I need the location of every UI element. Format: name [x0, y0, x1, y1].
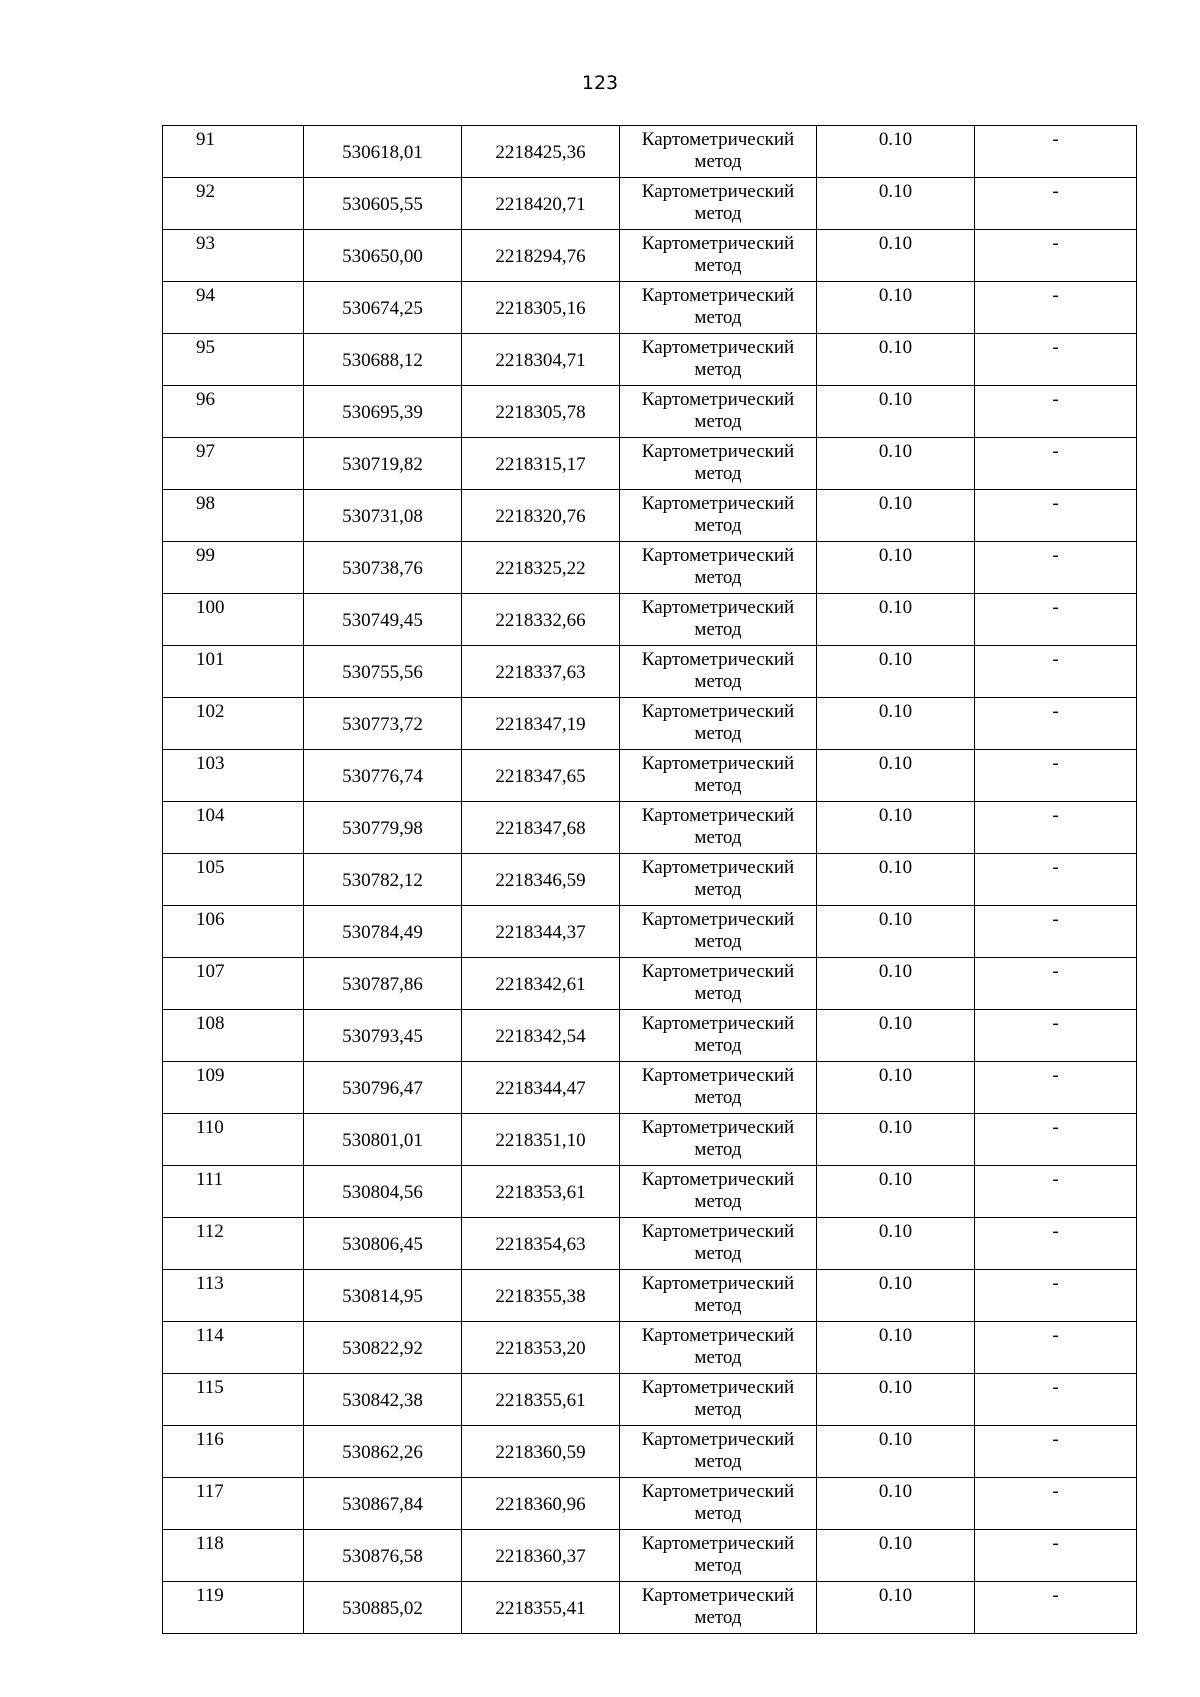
- x-coordinate-cell: 530784,49: [304, 906, 462, 958]
- method-line-2: метод: [694, 411, 742, 432]
- y-coordinate-cell: 2218425,36: [462, 126, 620, 178]
- method-cell: [620, 906, 817, 958]
- method-line-1: Картометрический: [641, 1429, 795, 1450]
- accuracy-cell: 0.10: [817, 698, 975, 750]
- table-row: [163, 802, 1137, 854]
- note-cell: -: [975, 854, 1137, 906]
- x-coordinate-cell: 530776,74: [304, 750, 462, 802]
- table-row: [163, 334, 1137, 386]
- x-coordinate-cell: 530650,00: [304, 230, 462, 282]
- accuracy-cell: 0.10: [817, 1166, 975, 1218]
- accuracy-cell: 0.10: [817, 1374, 975, 1426]
- coordinates-table-body: [163, 126, 1137, 1634]
- accuracy-cell: 0.10: [817, 1530, 975, 1582]
- y-coordinate-cell: 2218355,41: [462, 1582, 620, 1634]
- x-coordinate-cell: 530618,01: [304, 126, 462, 178]
- x-coordinate-cell: 530842,38: [304, 1374, 462, 1426]
- accuracy-cell: 0.10: [817, 542, 975, 594]
- y-coordinate-cell: 2218420,71: [462, 178, 620, 230]
- point-number-cell: 108: [163, 1010, 304, 1062]
- table-row: [163, 1218, 1137, 1270]
- table-row: [163, 542, 1137, 594]
- note-cell: -: [975, 594, 1137, 646]
- method-line-1: Картометрический: [641, 1117, 795, 1138]
- table-row: [163, 282, 1137, 334]
- point-number-cell: 103: [163, 750, 304, 802]
- point-number-cell: 112: [163, 1218, 304, 1270]
- method-line-1: Картометрический: [641, 753, 795, 774]
- method-line-1: Картометрический: [641, 389, 795, 410]
- point-number-cell: 92: [163, 178, 304, 230]
- note-cell: -: [975, 490, 1137, 542]
- accuracy-cell: 0.10: [817, 1062, 975, 1114]
- note-cell: -: [975, 1374, 1137, 1426]
- y-coordinate-cell: 2218347,19: [462, 698, 620, 750]
- point-number-cell: 93: [163, 230, 304, 282]
- note-cell: -: [975, 230, 1137, 282]
- x-coordinate-cell: 530814,95: [304, 1270, 462, 1322]
- method-line-1: Картометрический: [641, 961, 795, 982]
- point-number-cell: 117: [163, 1478, 304, 1530]
- point-number-cell: 91: [163, 126, 304, 178]
- accuracy-cell: 0.10: [817, 386, 975, 438]
- method-cell: [620, 1582, 817, 1634]
- method-line-1: Картометрический: [641, 1325, 795, 1346]
- method-line-2: метод: [694, 359, 742, 380]
- method-line-1: Картометрический: [641, 233, 795, 254]
- method-line-2: метод: [694, 827, 742, 848]
- table-row: [163, 1010, 1137, 1062]
- method-line-2: метод: [694, 1503, 742, 1524]
- accuracy-cell: 0.10: [817, 178, 975, 230]
- x-coordinate-cell: 530885,02: [304, 1582, 462, 1634]
- note-cell: -: [975, 178, 1137, 230]
- point-number-cell: 101: [163, 646, 304, 698]
- table-row: [163, 178, 1137, 230]
- y-coordinate-cell: 2218347,68: [462, 802, 620, 854]
- note-cell: -: [975, 1166, 1137, 1218]
- y-coordinate-cell: 2218360,59: [462, 1426, 620, 1478]
- method-line-2: метод: [694, 671, 742, 692]
- note-cell: -: [975, 1478, 1137, 1530]
- x-coordinate-cell: 530862,26: [304, 1426, 462, 1478]
- accuracy-cell: 0.10: [817, 854, 975, 906]
- note-cell: -: [975, 1322, 1137, 1374]
- x-coordinate-cell: 530806,45: [304, 1218, 462, 1270]
- method-line-2: метод: [694, 1451, 742, 1472]
- method-cell: [620, 1062, 817, 1114]
- y-coordinate-cell: 2218351,10: [462, 1114, 620, 1166]
- point-number-cell: 105: [163, 854, 304, 906]
- method-line-1: Картометрический: [641, 181, 795, 202]
- point-number-cell: 95: [163, 334, 304, 386]
- note-cell: -: [975, 1426, 1137, 1478]
- x-coordinate-cell: 530867,84: [304, 1478, 462, 1530]
- y-coordinate-cell: 2218315,17: [462, 438, 620, 490]
- y-coordinate-cell: 2218347,65: [462, 750, 620, 802]
- table-row: [163, 1114, 1137, 1166]
- point-number-cell: 111: [163, 1166, 304, 1218]
- note-cell: -: [975, 802, 1137, 854]
- y-coordinate-cell: 2218305,78: [462, 386, 620, 438]
- note-cell: -: [975, 1114, 1137, 1166]
- table-row: [163, 1478, 1137, 1530]
- method-line-2: метод: [694, 151, 742, 172]
- point-number-cell: 98: [163, 490, 304, 542]
- accuracy-cell: 0.10: [817, 1114, 975, 1166]
- method-line-2: метод: [694, 983, 742, 1004]
- table-row: [163, 230, 1137, 282]
- table-row: [163, 958, 1137, 1010]
- method-line-2: метод: [694, 619, 742, 640]
- table-row: [163, 646, 1137, 698]
- x-coordinate-cell: 530779,98: [304, 802, 462, 854]
- method-line-2: метод: [694, 1243, 742, 1264]
- table-row: [163, 1374, 1137, 1426]
- y-coordinate-cell: 2218360,96: [462, 1478, 620, 1530]
- accuracy-cell: 0.10: [817, 958, 975, 1010]
- table-row: [163, 854, 1137, 906]
- point-number-cell: 113: [163, 1270, 304, 1322]
- method-cell: [620, 594, 817, 646]
- y-coordinate-cell: 2218294,76: [462, 230, 620, 282]
- note-cell: -: [975, 542, 1137, 594]
- note-cell: -: [975, 282, 1137, 334]
- method-line-2: метод: [694, 567, 742, 588]
- method-cell: [620, 1270, 817, 1322]
- accuracy-cell: 0.10: [817, 906, 975, 958]
- method-line-1: Картометрический: [641, 909, 795, 930]
- method-line-2: метод: [694, 1607, 742, 1628]
- accuracy-cell: 0.10: [817, 1582, 975, 1634]
- method-line-2: метод: [694, 515, 742, 536]
- x-coordinate-cell: 530695,39: [304, 386, 462, 438]
- method-cell: [620, 126, 817, 178]
- table-row: [163, 1322, 1137, 1374]
- y-coordinate-cell: 2218353,61: [462, 1166, 620, 1218]
- note-cell: -: [975, 386, 1137, 438]
- method-cell: [620, 698, 817, 750]
- y-coordinate-cell: 2218360,37: [462, 1530, 620, 1582]
- method-line-1: Картометрический: [641, 1377, 795, 1398]
- note-cell: -: [975, 438, 1137, 490]
- table-row: [163, 386, 1137, 438]
- method-cell: [620, 1322, 817, 1374]
- method-line-1: Картометрический: [641, 1273, 795, 1294]
- accuracy-cell: 0.10: [817, 282, 975, 334]
- method-line-2: метод: [694, 775, 742, 796]
- y-coordinate-cell: 2218320,76: [462, 490, 620, 542]
- x-coordinate-cell: 530749,45: [304, 594, 462, 646]
- method-line-1: Картометрический: [641, 1221, 795, 1242]
- method-line-1: Картометрический: [641, 441, 795, 462]
- note-cell: -: [975, 1530, 1137, 1582]
- table-row: [163, 750, 1137, 802]
- method-line-2: метод: [694, 1295, 742, 1316]
- point-number-cell: 109: [163, 1062, 304, 1114]
- method-line-1: Картометрический: [641, 337, 795, 358]
- point-number-cell: 96: [163, 386, 304, 438]
- y-coordinate-cell: 2218346,59: [462, 854, 620, 906]
- note-cell: -: [975, 698, 1137, 750]
- accuracy-cell: 0.10: [817, 126, 975, 178]
- accuracy-cell: 0.10: [817, 490, 975, 542]
- point-number-cell: 102: [163, 698, 304, 750]
- point-number-cell: 114: [163, 1322, 304, 1374]
- x-coordinate-cell: 530822,92: [304, 1322, 462, 1374]
- point-number-cell: 106: [163, 906, 304, 958]
- y-coordinate-cell: 2218305,16: [462, 282, 620, 334]
- method-cell: [620, 1530, 817, 1582]
- method-line-2: метод: [694, 723, 742, 744]
- point-number-cell: 116: [163, 1426, 304, 1478]
- point-number-cell: 94: [163, 282, 304, 334]
- method-cell: [620, 1114, 817, 1166]
- accuracy-cell: 0.10: [817, 1010, 975, 1062]
- table-row: [163, 490, 1137, 542]
- method-cell: [620, 334, 817, 386]
- method-cell: [620, 542, 817, 594]
- method-line-1: Картометрический: [641, 857, 795, 878]
- x-coordinate-cell: 530719,82: [304, 438, 462, 490]
- method-cell: [620, 282, 817, 334]
- method-line-2: метод: [694, 1347, 742, 1368]
- method-cell: [620, 1426, 817, 1478]
- method-line-2: метод: [694, 1191, 742, 1212]
- x-coordinate-cell: 530787,86: [304, 958, 462, 1010]
- method-cell: [620, 750, 817, 802]
- y-coordinate-cell: 2218337,63: [462, 646, 620, 698]
- method-cell: [620, 802, 817, 854]
- x-coordinate-cell: 530731,08: [304, 490, 462, 542]
- table-row: [163, 906, 1137, 958]
- x-coordinate-cell: 530796,47: [304, 1062, 462, 1114]
- y-coordinate-cell: 2218354,63: [462, 1218, 620, 1270]
- x-coordinate-cell: 530801,01: [304, 1114, 462, 1166]
- method-line-1: Картометрический: [641, 1481, 795, 1502]
- y-coordinate-cell: 2218355,61: [462, 1374, 620, 1426]
- method-line-2: метод: [694, 1035, 742, 1056]
- y-coordinate-cell: 2218325,22: [462, 542, 620, 594]
- note-cell: -: [975, 126, 1137, 178]
- method-cell: [620, 386, 817, 438]
- method-cell: [620, 490, 817, 542]
- method-line-1: Картометрический: [641, 545, 795, 566]
- y-coordinate-cell: 2218344,47: [462, 1062, 620, 1114]
- method-cell: [620, 646, 817, 698]
- y-coordinate-cell: 2218342,61: [462, 958, 620, 1010]
- table-row: [163, 698, 1137, 750]
- accuracy-cell: 0.10: [817, 1270, 975, 1322]
- table-row: [163, 1426, 1137, 1478]
- method-line-1: Картометрический: [641, 649, 795, 670]
- x-coordinate-cell: 530755,56: [304, 646, 462, 698]
- method-line-2: метод: [694, 1087, 742, 1108]
- note-cell: -: [975, 646, 1137, 698]
- y-coordinate-cell: 2218344,37: [462, 906, 620, 958]
- y-coordinate-cell: 2218355,38: [462, 1270, 620, 1322]
- method-cell: [620, 958, 817, 1010]
- x-coordinate-cell: 530876,58: [304, 1530, 462, 1582]
- note-cell: -: [975, 1010, 1137, 1062]
- method-line-2: метод: [694, 463, 742, 484]
- point-number-cell: 97: [163, 438, 304, 490]
- point-number-cell: 110: [163, 1114, 304, 1166]
- note-cell: -: [975, 958, 1137, 1010]
- table-row: [163, 1166, 1137, 1218]
- note-cell: -: [975, 1270, 1137, 1322]
- method-cell: [620, 230, 817, 282]
- accuracy-cell: 0.10: [817, 438, 975, 490]
- method-line-1: Картометрический: [641, 129, 795, 150]
- method-line-1: Картометрический: [641, 1013, 795, 1034]
- coordinates-table: [162, 125, 1137, 1634]
- method-line-2: метод: [694, 1399, 742, 1420]
- table-row: [163, 126, 1137, 178]
- method-cell: [620, 854, 817, 906]
- method-line-2: метод: [694, 879, 742, 900]
- x-coordinate-cell: 530605,55: [304, 178, 462, 230]
- method-line-2: метод: [694, 307, 742, 328]
- x-coordinate-cell: 530793,45: [304, 1010, 462, 1062]
- accuracy-cell: 0.10: [817, 1478, 975, 1530]
- point-number-cell: 107: [163, 958, 304, 1010]
- accuracy-cell: 0.10: [817, 334, 975, 386]
- x-coordinate-cell: 530688,12: [304, 334, 462, 386]
- method-line-2: метод: [694, 1555, 742, 1576]
- x-coordinate-cell: 530782,12: [304, 854, 462, 906]
- accuracy-cell: 0.10: [817, 1322, 975, 1374]
- accuracy-cell: 0.10: [817, 750, 975, 802]
- accuracy-cell: 0.10: [817, 1218, 975, 1270]
- page-number: 123: [581, 72, 619, 94]
- accuracy-cell: 0.10: [817, 230, 975, 282]
- method-cell: [620, 178, 817, 230]
- table-row: [163, 594, 1137, 646]
- y-coordinate-cell: 2218332,66: [462, 594, 620, 646]
- note-cell: -: [975, 1582, 1137, 1634]
- accuracy-cell: 0.10: [817, 594, 975, 646]
- note-cell: -: [975, 1062, 1137, 1114]
- note-cell: -: [975, 750, 1137, 802]
- method-line-2: метод: [694, 931, 742, 952]
- table-row: [163, 1062, 1137, 1114]
- point-number-cell: 118: [163, 1530, 304, 1582]
- point-number-cell: 104: [163, 802, 304, 854]
- method-cell: [620, 1218, 817, 1270]
- note-cell: -: [975, 906, 1137, 958]
- table-row: [163, 438, 1137, 490]
- method-line-1: Картометрический: [641, 1065, 795, 1086]
- method-line-1: Картометрический: [641, 701, 795, 722]
- method-cell: [620, 438, 817, 490]
- x-coordinate-cell: 530738,76: [304, 542, 462, 594]
- accuracy-cell: 0.10: [817, 646, 975, 698]
- method-line-1: Картометрический: [641, 1169, 795, 1190]
- method-line-1: Картометрический: [641, 285, 795, 306]
- y-coordinate-cell: 2218353,20: [462, 1322, 620, 1374]
- table-row: [163, 1582, 1137, 1634]
- y-coordinate-cell: 2218342,54: [462, 1010, 620, 1062]
- method-cell: [620, 1478, 817, 1530]
- point-number-cell: 100: [163, 594, 304, 646]
- method-cell: [620, 1166, 817, 1218]
- note-cell: -: [975, 1218, 1137, 1270]
- method-line-1: Картометрический: [641, 597, 795, 618]
- method-line-2: метод: [694, 203, 742, 224]
- point-number-cell: 99: [163, 542, 304, 594]
- method-line-2: метод: [694, 1139, 742, 1160]
- x-coordinate-cell: 530773,72: [304, 698, 462, 750]
- method-line-2: метод: [694, 255, 742, 276]
- method-line-1: Картометрический: [641, 493, 795, 514]
- method-cell: [620, 1374, 817, 1426]
- point-number-cell: 115: [163, 1374, 304, 1426]
- method-line-1: Картометрический: [641, 1585, 795, 1606]
- accuracy-cell: 0.10: [817, 802, 975, 854]
- method-line-1: Картометрический: [641, 1533, 795, 1554]
- accuracy-cell: 0.10: [817, 1426, 975, 1478]
- method-cell: [620, 1010, 817, 1062]
- table-row: [163, 1270, 1137, 1322]
- point-number-cell: 119: [163, 1582, 304, 1634]
- y-coordinate-cell: 2218304,71: [462, 334, 620, 386]
- table-row: [163, 1530, 1137, 1582]
- method-line-1: Картометрический: [641, 805, 795, 826]
- x-coordinate-cell: 530674,25: [304, 282, 462, 334]
- note-cell: -: [975, 334, 1137, 386]
- x-coordinate-cell: 530804,56: [304, 1166, 462, 1218]
